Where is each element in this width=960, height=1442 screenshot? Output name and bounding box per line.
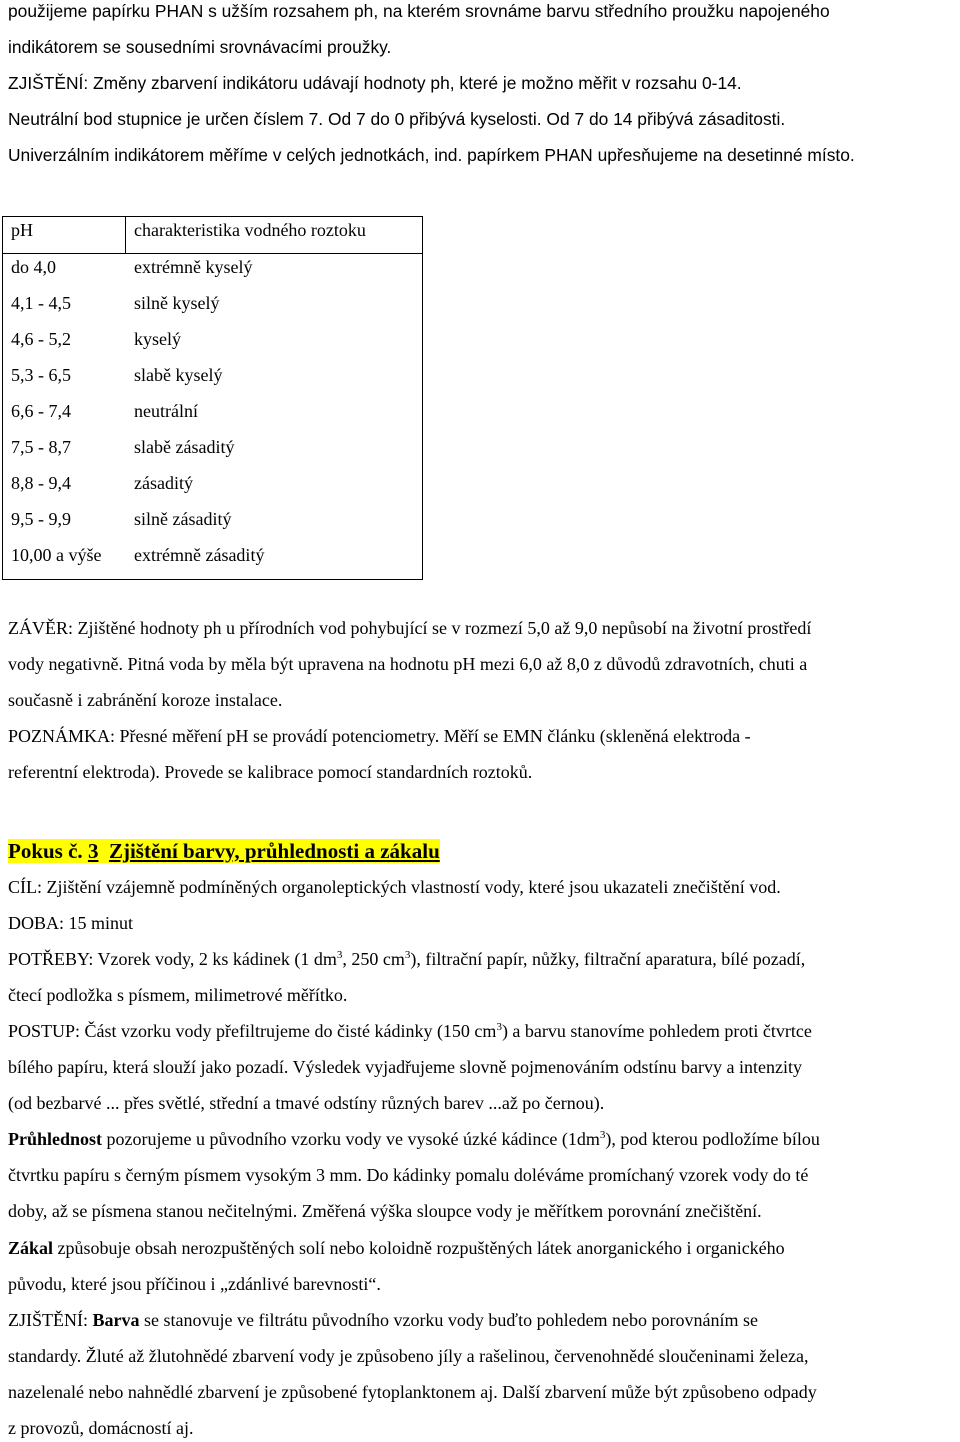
goal-line: CÍL: Zjištění vzájemně podmíněných organoleptických vlastností vody, které jsou ukazateli znečištění vod. — [8, 877, 781, 897]
turbidity-line-2: původu, které jsou příčinou i „zdánlivé barevnosti“. — [8, 1274, 381, 1294]
transparency-line-2: čtvrtku papíru s černým písmem vysokým 3 mm. Do kádinky pomalu doléváme promíchaný vzorek vody do té — [8, 1165, 809, 1185]
findings-text: se stanovuje ve filtrátu původního vzorku vody buďto pohledem nebo porovnáním se — [139, 1310, 759, 1330]
table-cell-range: 7,5 - 8,7 — [11, 437, 71, 457]
findings-line-2: standardy. Žluté až žlutohnědé zbarvení vody je způsobeno jíly a rašelinou, červenohnědé sloučeninami železa, — [8, 1346, 809, 1366]
table-cell-range: 5,3 - 6,5 — [11, 365, 71, 385]
transparency-line-1 — [8, 1128, 958, 1150]
table-cell-range: 4,1 - 4,5 — [11, 293, 71, 313]
table-cell-range: 6,6 - 7,4 — [11, 401, 71, 421]
experiment-label: Pokus č. — [8, 839, 83, 863]
experiment-heading — [8, 838, 440, 864]
table-cell-description: neutrální — [134, 401, 198, 421]
procedure-superscript: 3 — [496, 1021, 502, 1033]
needs-line-1 — [8, 948, 958, 970]
duration-line: DOBA: 15 minut — [8, 913, 134, 933]
needs-superscript: 3 — [336, 949, 343, 961]
table-cell-description: silně zásaditý — [134, 509, 232, 529]
table-cell-range: 8,8 - 9,4 — [11, 473, 71, 493]
needs-text-a: POTŘEBY: Vzorek vody, 2 ks kádinek (1 dm — [8, 949, 337, 969]
conclusion-line-2: vody negativně. Pitná voda by měla být upravena na hodnotu pH mezi 6,0 až 8,0 z důvodů zdravotních, chuti a — [8, 654, 808, 674]
table-cell-description: kyselý — [134, 329, 181, 349]
procedure-line-2: bílého papíru, která slouží jako pozadí. Výsledek vyjadřujeme slovně pojmenováním odstínu barvy a intenzity — [8, 1057, 802, 1077]
conclusion-line-1: ZÁVĚR: Zjištěné hodnoty ph u přírodních vod pohybující se v rozmezí 5,0 až 9,0 nepůsobí na životní prostředí — [8, 618, 812, 638]
findings-term: Barva — [92, 1310, 140, 1330]
table-column-divider — [125, 217, 126, 253]
transparency-line-3: doby, až se písmena stanou nečitelnými. Změřená výška sloupce vody je měřítkem porovnání znečištění. — [8, 1201, 762, 1221]
needs-text-b: , 250 cm — [342, 949, 405, 969]
experiment-heading-highlight — [8, 839, 440, 863]
transparency-superscript: 3 — [599, 1129, 606, 1141]
procedure-text-b: ) a barvu stanovíme pohledem proti čtvrtce — [501, 1021, 812, 1041]
needs-line-2: čtecí podložka s písmem, milimetrové měřítko. — [8, 985, 348, 1005]
intro-line-3: ZJIŠTĚNÍ: Změny zbarvení indikátoru udávají hodnoty ph, které je možno měřit v rozsahu 0-14. — [8, 73, 742, 93]
findings-line-4: z provozů, domácností aj. — [8, 1418, 194, 1438]
conclusion-line-3: současně i zabránění koroze instalace. — [8, 690, 283, 710]
procedure-line-1 — [8, 1020, 958, 1042]
table-header-ph: pH — [11, 220, 33, 240]
table-cell-range: 10,00 a výše — [11, 545, 102, 565]
table-cell-description: extrémně zásaditý — [134, 545, 265, 565]
transparency-term: Průhlednost — [8, 1129, 103, 1149]
note-line-1: POZNÁMKA: Přesné měření pH se provádí potenciometry. Měří se EMN článku (skleněná elektroda - — [8, 726, 751, 746]
transparency-text-b: ), pod kterou podložíme bílou — [605, 1129, 820, 1149]
intro-line-2: indikátorem se sousedními srovnávacími proužky. — [8, 37, 392, 57]
table-header-divider — [3, 253, 422, 254]
table-cell-description: silně kyselý — [134, 293, 220, 313]
table-cell-description: zásaditý — [134, 473, 193, 493]
turbidity-line-1 — [8, 1237, 958, 1259]
intro-line-4: Neutrální bod stupnice je určen číslem 7. Od 7 do 0 přibývá kyselosti. Od 7 do 14 přibývá zásaditosti. — [8, 109, 786, 129]
intro-line-5: Univerzálním indikátorem měříme v celých jednotkách, ind. papírkem PHAN upřesňujeme na desetinné místo. — [8, 145, 855, 165]
turbidity-text: způsobuje obsah nerozpuštěných solí nebo koloidně rozpuštěných látek anorganického i organického — [53, 1238, 785, 1258]
table-cell-description: extrémně kyselý — [134, 257, 253, 277]
findings-line-1 — [8, 1309, 958, 1331]
table-cell-range: do 4,0 — [11, 257, 56, 277]
experiment-title: Zjištění barvy, průhlednosti a zákalu — [108, 839, 440, 863]
table-header-characteristic: charakteristika vodného roztoku — [134, 220, 366, 240]
experiment-number: 3 — [87, 839, 99, 863]
ph-characteristics-table — [2, 216, 423, 580]
procedure-line-3: (od bezbarvé ... přes světlé, střední a tmavé odstíny různých barev ...až po černou). — [8, 1093, 605, 1113]
note-line-2: referentní elektroda). Provede se kalibrace pomocí standardních roztoků. — [8, 762, 533, 782]
transparency-text-a: pozorujeme u původního vzorku vody ve vysoké úzké kádince (1dm — [102, 1129, 600, 1149]
table-cell-description: slabě zásaditý — [134, 437, 235, 457]
turbidity-term: Zákal — [8, 1238, 54, 1258]
table-cell-description: slabě kyselý — [134, 365, 223, 385]
procedure-text-a: POSTUP: Část vzorku vody přefiltrujeme do čisté kádinky (150 cm — [8, 1021, 497, 1041]
findings-line-3: nazelenalé nebo nahnědlé zbarvení je způsobené fytoplanktonem aj. Další zbarvení může být způsobeno odpady — [8, 1382, 817, 1402]
table-cell-range: 9,5 - 9,9 — [11, 509, 71, 529]
table-cell-range: 4,6 - 5,2 — [11, 329, 71, 349]
needs-superscript: 3 — [404, 949, 411, 961]
needs-text-c: ), filtrační papír, nůžky, filtrační aparatura, bílé pozadí, — [410, 949, 806, 969]
findings-label: ZJIŠTĚNÍ: — [8, 1310, 93, 1330]
intro-line-1: použijeme papírku PHAN s užším rozsahem ph, na kterém srovnáme barvu středního proužku napojeného — [8, 1, 830, 21]
